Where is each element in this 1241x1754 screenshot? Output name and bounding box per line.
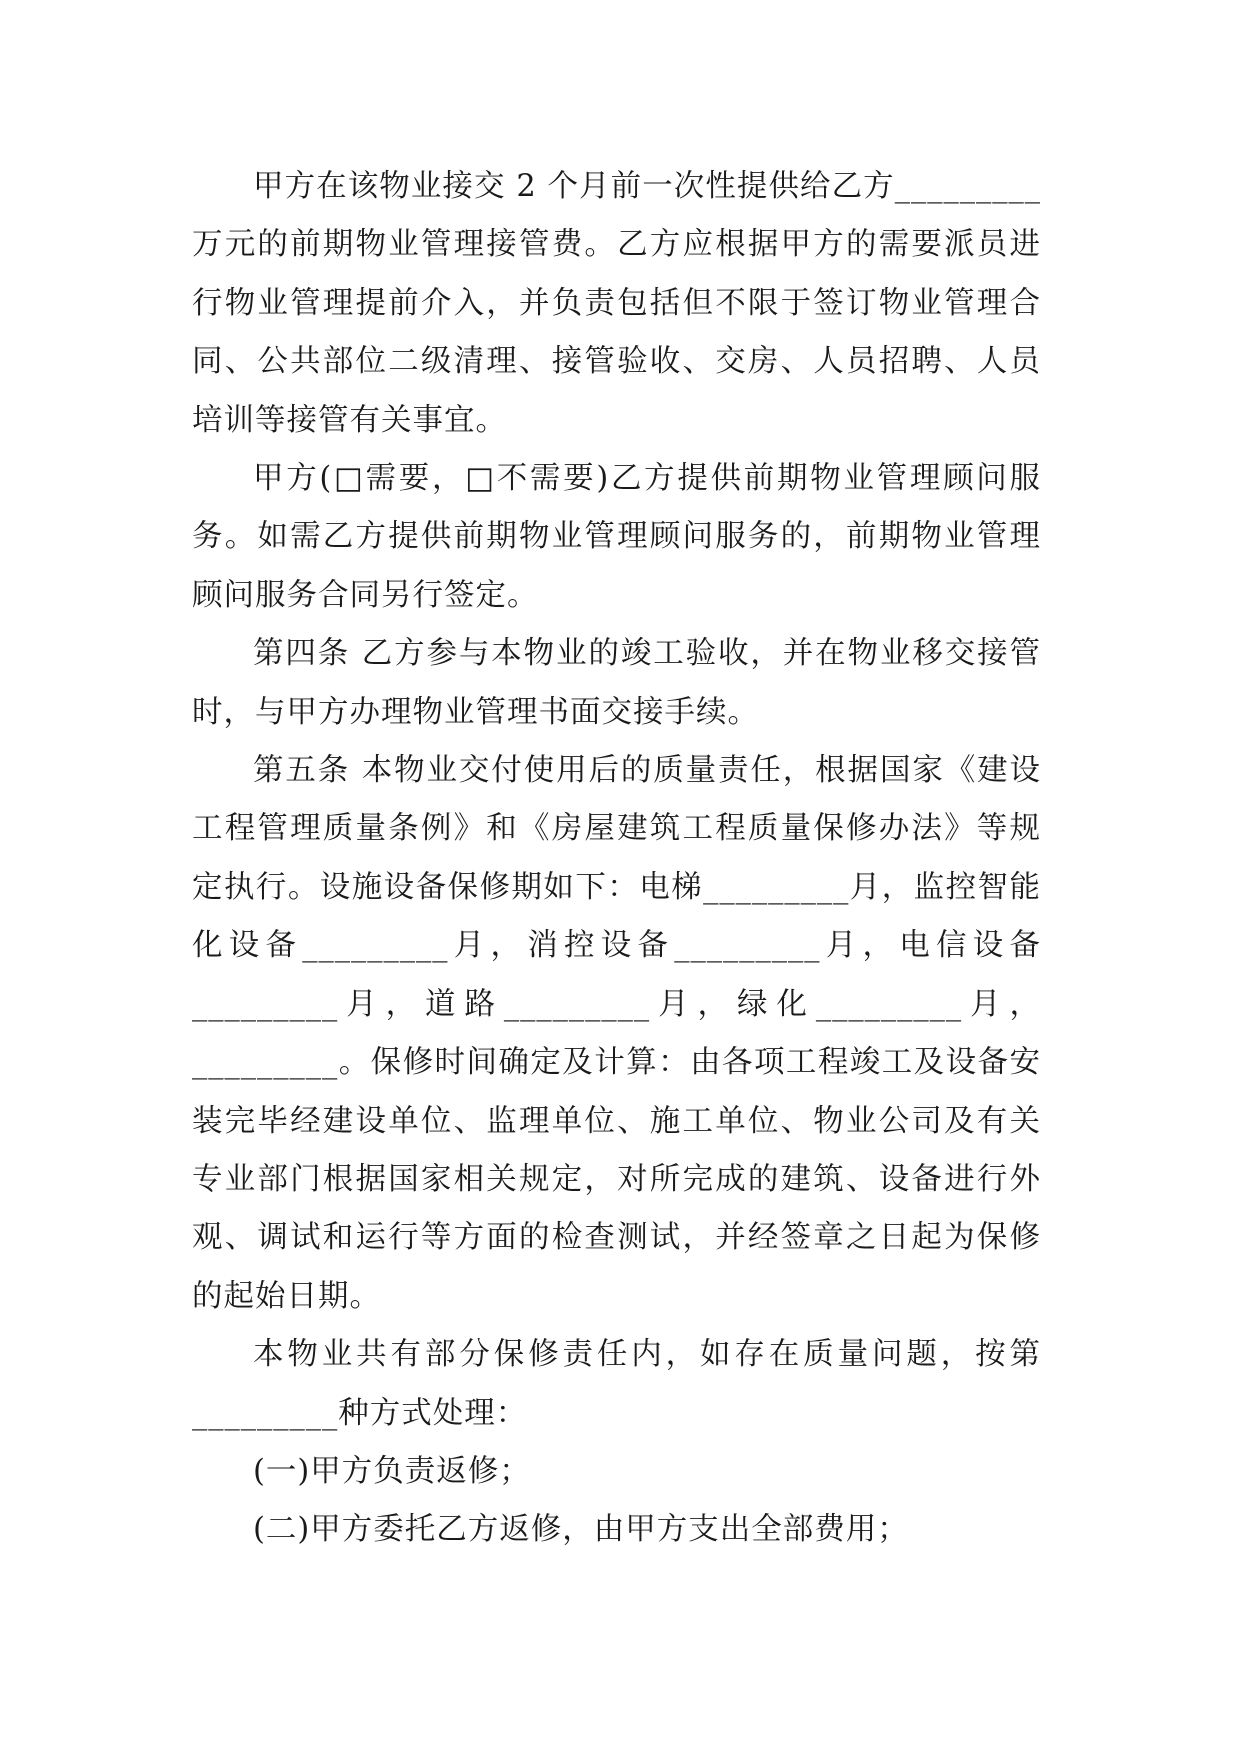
paragraph-article-4: 第四条 乙方参与本物业的竣工验收，并在物业移交接管时，与甲方办理物业管理书面交接手续。 bbox=[192, 636, 1041, 730]
paragraph-warranty-method: 本物业共有部分保修责任内，如存在质量问题，按第_________种方式处理： bbox=[192, 1337, 1041, 1431]
paragraph-consulting-service: 甲方(□需要，□不需要)乙方提供前期物业管理顾问服务。如需乙方提供前期物业管理顾问服务的，前期物业管理顾问服务合同另行签定。 bbox=[192, 461, 1041, 613]
paragraph-option-1: (一)甲方负责返修； bbox=[253, 1453, 531, 1489]
paragraph-option-2: (二)甲方委托乙方返修，由甲方支出全部费用； bbox=[253, 1512, 909, 1548]
paragraph-handover-fee: 甲方在该物业接交 2 个月前一次性提供给乙方_________万元的前期物业管理接管费。乙方应根据甲方的需要派员进行物业管理提前介入，并负责包括但不限于签订物业管理合同、公共部位二级清理、接管验收、交房、人员招聘、人员培训等接管有关事宜。 bbox=[192, 169, 1041, 438]
paragraph-article-5: 第五条 本物业交付使用后的质量责任，根据国家《建设工程管理质量条例》和《房屋建筑工程质量保修办法》等规定执行。设施设备保修期如下：电梯_________月，监控智能化设备_________月，消控设备_________月，电信设备_________月，道路_________月，绿化_________月，_________。保修时间确定及计算：由各项工程竣工及设备安装完毕经建设单位、监理单位、施工单位、物业公司及有关专业部门根据国家相关规定，对所完成的建筑、设备进行外观、调试和运行等方面的检查测试，并经签章之日起为保修的起始日期。 bbox=[192, 753, 1041, 1314]
